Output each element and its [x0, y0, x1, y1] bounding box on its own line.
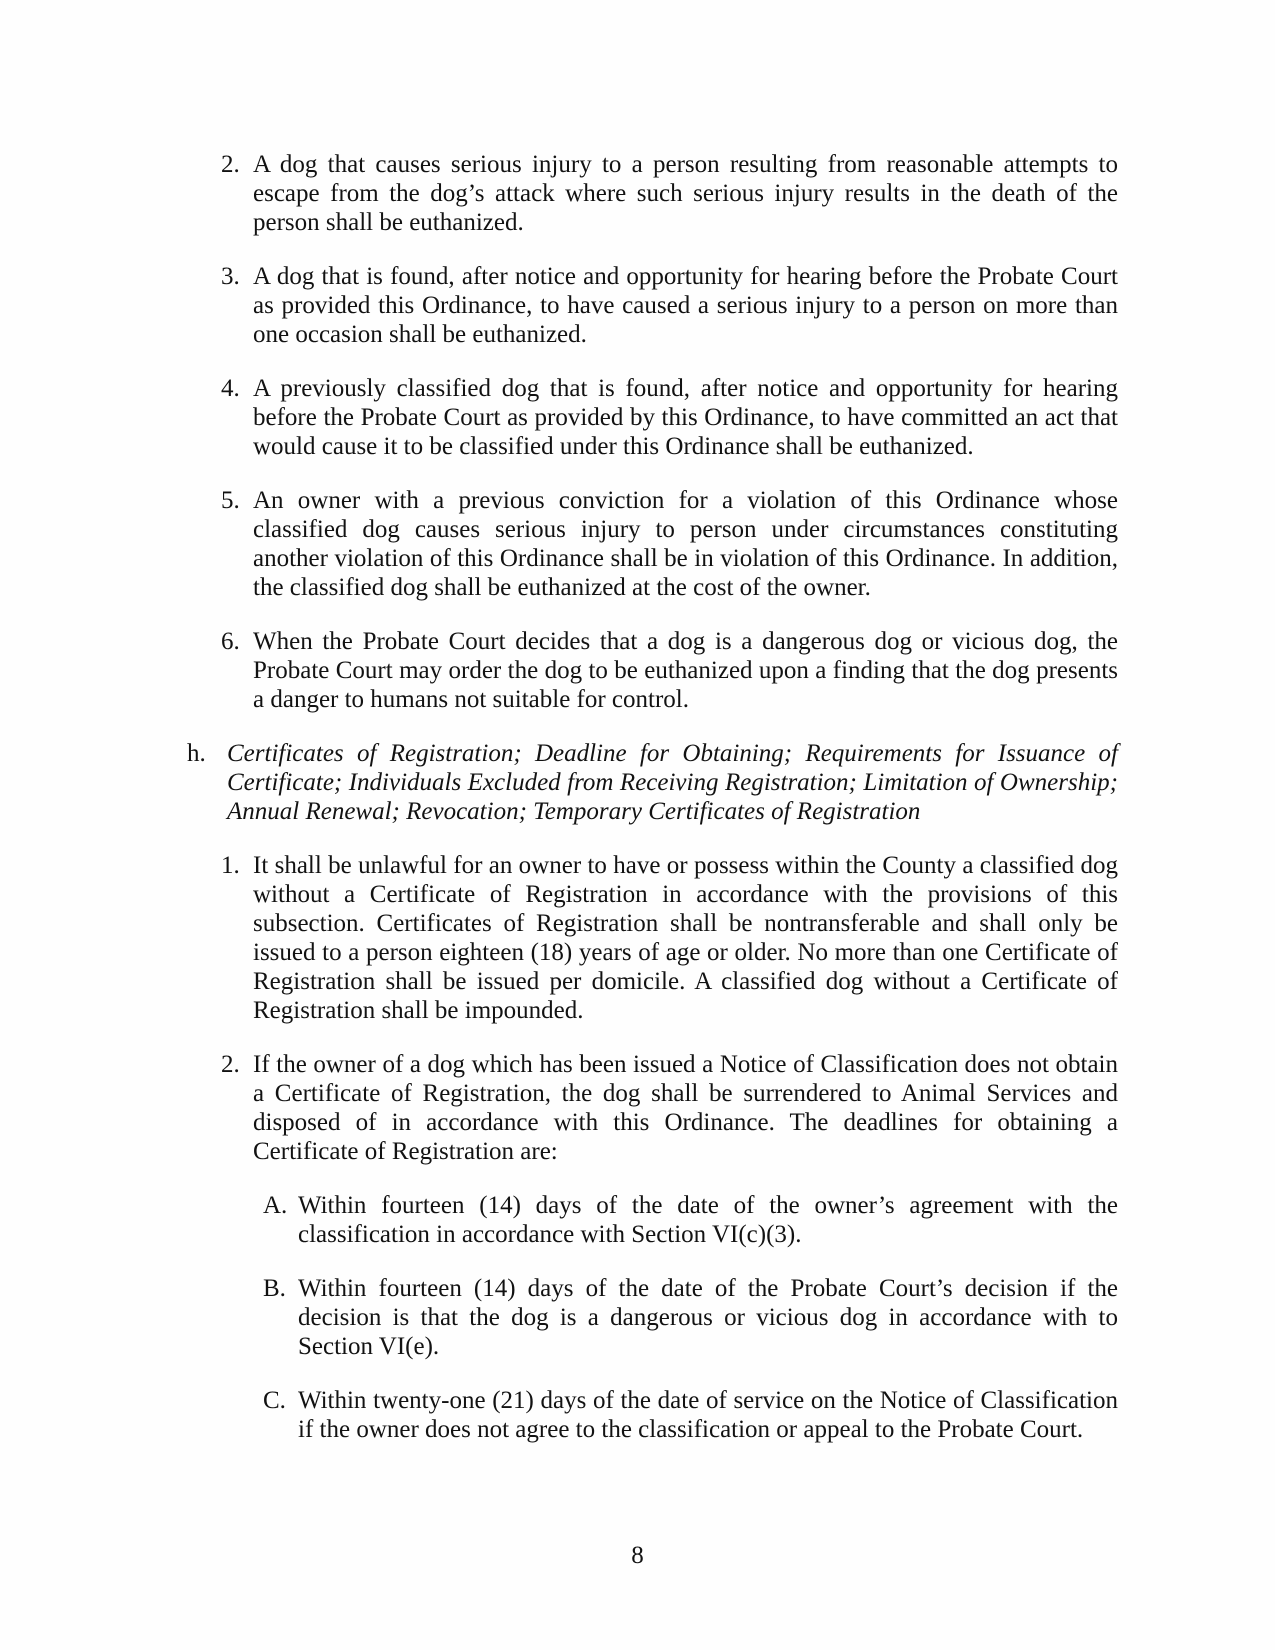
list-marker: B.: [263, 1275, 286, 1302]
list-text: A dog that causes serious injury to a person resulting from reasonable attempts to escape from the dog’s attack where such serious injury results in the death of the person shall be euthanized.: [253, 151, 1118, 236]
list-marker: C.: [263, 1387, 286, 1414]
list-text: When the Probate Court decides that a dog is a dangerous dog or vicious dog, the Probate Court may order the dog to be euthanized upon a finding that the dog presents a danger to humans not suitable for control.: [253, 628, 1118, 713]
list-item-2: [187, 150, 1118, 237]
list-marker: A.: [263, 1192, 288, 1219]
list-text: A previously classified dog that is found, after notice and opportunity for hearing before the Probate Court as provided by this Ordinance, to have committed an act that would cause it to be classified under this Ordinance shall be euthanized.: [253, 375, 1118, 460]
list-text: It shall be unlawful for an owner to have or possess within the County a classified dog without a Certificate of Registration in accordance with the provisions of this subsection. Certificates of Registration shall be nontransferable and shall only be issued to a person eighteen (18) years of age or older. No more than one Certificate of Registration shall be issued per domicile. A classified dog without a Certificate of Registration shall be impounded.: [253, 852, 1118, 1024]
list-text: A dog that is found, after notice and opportunity for hearing before the Probate Court as provided this Ordinance, to have caused a serious injury to a person on more than one occasion shall be euthanized.: [253, 263, 1118, 348]
section-heading-text: Certificates of Registration; Deadline for Obtaining; Requirements for Issuance of Certificate; Individuals Excluded from Receiving Registration; Limitation of Ownership; Annual Renewal; Revocation; Temporary Certificates of Registration: [227, 740, 1118, 825]
list-item-5: [187, 486, 1118, 602]
list-marker: 2.: [221, 1051, 240, 1078]
list-item-6: [187, 627, 1118, 714]
list-text: Within fourteen (14) days of the date of the Probate Court’s decision if the decision is that the dog is a dangerous or vicious dog in accordance with to Section VI(e).: [298, 1275, 1118, 1360]
list-item-h2: [187, 1050, 1118, 1166]
list-marker: 3.: [221, 263, 240, 290]
list-marker: 2.: [221, 151, 240, 178]
section-heading-h: [187, 739, 1118, 826]
list-item-4: [187, 374, 1118, 461]
list-text: An owner with a previous conviction for a violation of this Ordinance whose classified dog causes serious injury to person under circumstances constituting another violation of this Ordinance shall be in violation of this Ordinance. In addition, the classified dog shall be euthanized at the cost of the owner.: [253, 487, 1118, 601]
list-marker: 6.: [221, 628, 240, 655]
list-text: Within twenty-one (21) days of the date of service on the Notice of Classification if the owner does not agree to the classification or appeal to the Probate Court.: [298, 1387, 1118, 1443]
list-marker: 5.: [221, 487, 240, 514]
list-marker: 1.: [221, 852, 240, 879]
list-text: If the owner of a dog which has been issued a Notice of Classification does not obtain a Certificate of Registration, the dog shall be surrendered to Animal Services and disposed of in accordance with this Ordinance. The deadlines for obtaining a Certificate of Registration are:: [253, 1051, 1118, 1165]
list-item-h1: [187, 851, 1118, 1025]
list-text: Within fourteen (14) days of the date of the owner’s agreement with the classification in accordance with Section VI(c)(3).: [298, 1192, 1118, 1248]
document-body: [187, 150, 1118, 1469]
list-item-C: [187, 1386, 1118, 1444]
list-item-A: [187, 1191, 1118, 1249]
page-number: 8: [631, 1542, 644, 1569]
list-item-B: [187, 1274, 1118, 1361]
list-item-3: [187, 262, 1118, 349]
list-marker: 4.: [221, 375, 240, 402]
section-marker: h.: [187, 740, 206, 767]
